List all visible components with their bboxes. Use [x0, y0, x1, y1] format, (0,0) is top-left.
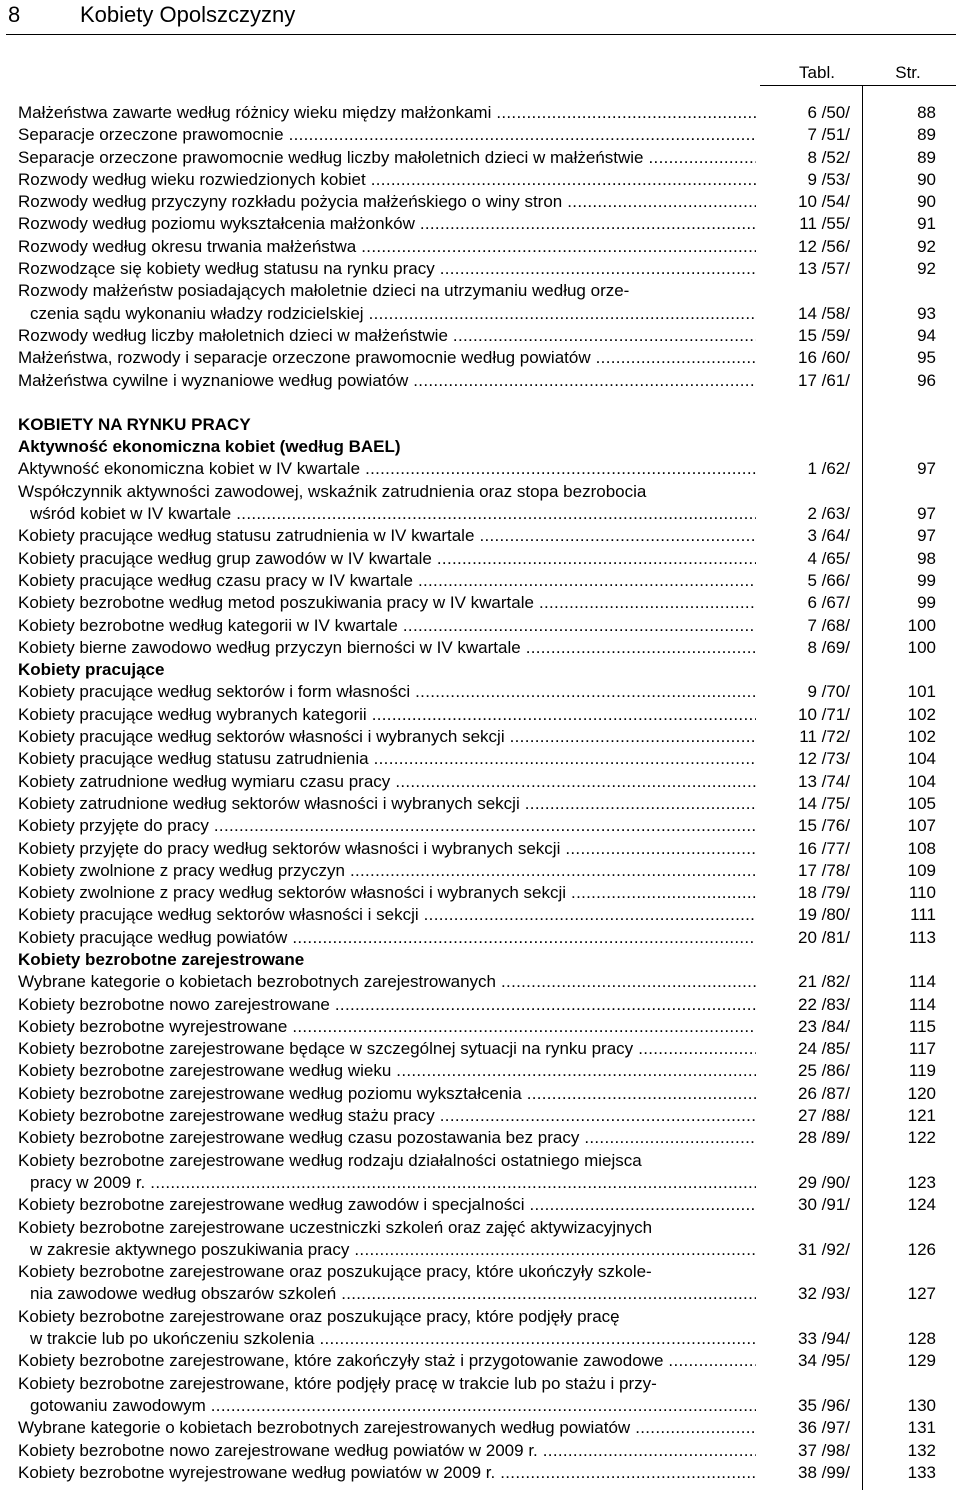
toc-entry[interactable]: [0, 1172, 960, 1194]
toc-entry-page-number: 130: [907, 1395, 936, 1415]
toc-entry-text: [18, 1440, 756, 1462]
toc-entry-table-number: 3 /64/: [807, 526, 850, 546]
toc-entry-table-number: 11 /55/: [799, 214, 850, 234]
toc-entry-table-number: 12 /73/: [798, 749, 850, 769]
toc-entry-page-number: 104: [907, 749, 936, 769]
toc-entry-leader: Kobiety pracujące według sektorów własności i wybranych sekcji .....: [18, 727, 756, 746]
toc-entry-text: [18, 1127, 756, 1149]
page-number: 8: [8, 2, 21, 27]
column-headers: [0, 62, 960, 84]
toc-entry-text: [18, 347, 756, 369]
toc-entry[interactable]: [0, 838, 960, 860]
toc-entry-page-number: 107: [907, 816, 936, 836]
toc-entry-leader: Małżeństwa zawarte według różnicy wieku między małżonkami .....: [18, 103, 756, 122]
toc-entry-text: [18, 258, 756, 280]
toc-entry-text: Kobiety bezrobotne zarejestrowane, które podjęły pracę w trakcie lub po stażu i przy-: [18, 1373, 657, 1393]
header-rule: [6, 34, 956, 35]
toc-entry-text: [18, 370, 756, 392]
toc-entry-text: [18, 1350, 756, 1372]
toc-entry-text: [18, 102, 756, 124]
toc-entry-text: [18, 1194, 756, 1216]
toc-entry-page-number: 97: [917, 459, 936, 479]
toc-entry-page-number: 102: [907, 704, 936, 724]
toc-entry[interactable]: [0, 347, 960, 369]
toc-entry[interactable]: [0, 548, 960, 570]
toc-entry-text: Kobiety bezrobotne zarejestrowane według rodzaju działalności ostatniego miejsca: [18, 1150, 642, 1170]
toc-entry[interactable]: [0, 303, 960, 325]
toc-entry-leader: Separacje orzeczone prawomocnie .....: [18, 125, 756, 144]
toc-entry-leader: Kobiety pracujące według grup zawodów w IV kwartale .....: [18, 549, 756, 568]
toc-entry-page-number: 98: [917, 548, 936, 568]
toc-entry-text: [18, 570, 756, 592]
column-header-rule: [760, 85, 956, 86]
toc-entry-table-number: 12 /56/: [798, 236, 850, 256]
toc-entry-leader: Kobiety pracujące według statusu zatrudnienia w IV kwartale .....: [18, 526, 756, 545]
section-heading: [0, 949, 960, 971]
toc-entry-text: [30, 303, 756, 325]
toc-entry-text: [18, 748, 756, 770]
toc-entry-page-number: 133: [907, 1462, 936, 1482]
toc-entry-page-number: 92: [917, 236, 936, 256]
toc-entry-table-number: 20 /81/: [798, 927, 850, 947]
section-heading: [0, 414, 960, 436]
toc-entry-text: [30, 1172, 756, 1194]
toc-entry-leader: w zakresie aktywnego poszukiwania pracy .....: [30, 1240, 756, 1259]
toc-entry-table-number: 6 /67/: [807, 593, 850, 613]
toc-entry-table-number: 15 /59/: [798, 325, 850, 345]
toc-entry-page-number: 131: [907, 1418, 936, 1438]
toc-entry-table-number: 7 /68/: [807, 615, 850, 635]
toc-entry-text: Kobiety bezrobotne zarejestrowane oraz poszukujące pracy, które ukończyły szkole-: [18, 1262, 652, 1282]
toc-entry-page-number: 91: [917, 214, 936, 234]
toc-entry-text: [18, 971, 756, 993]
toc-entry-leader: Kobiety bezrobotne według kategorii w IV kwartale .....: [18, 616, 756, 635]
toc-entry-text: [18, 771, 756, 793]
toc-entry-table-number: 38 /99/: [798, 1462, 850, 1482]
toc-entry[interactable]: [0, 1417, 960, 1439]
toc-entry-leader: Kobiety pracujące według powiatów .....: [18, 928, 756, 947]
toc-entry-leader: nia zawodowe według obszarów szkoleń .....: [30, 1284, 756, 1303]
toc-entry[interactable]: [0, 258, 960, 280]
toc-entry[interactable]: [0, 681, 960, 703]
toc-entry-first-line: [0, 1373, 960, 1395]
toc-entry-text: [18, 838, 756, 860]
toc-entry-table-number: 10 /54/: [798, 192, 850, 212]
toc-entry-leader: Separacje orzeczone prawomocnie według liczby małoletnich dzieci w małżeństwie .....: [18, 148, 756, 167]
toc-entry-text: [18, 1417, 756, 1439]
toc-entry-leader: Kobiety bezrobotne zarejestrowane według stażu pracy .....: [18, 1106, 756, 1125]
toc-entry-table-number: 4 /65/: [807, 548, 850, 568]
toc-entry-text: [18, 458, 756, 480]
toc-entry-text: [18, 1462, 756, 1484]
toc-entry-leader: Kobiety pracujące według wybranych kategorii .....: [18, 705, 756, 724]
toc-entry-page-number: 124: [907, 1195, 936, 1215]
toc-entry-table-number: 9 /70/: [807, 682, 850, 702]
toc-entry-leader: Kobiety pracujące według statusu zatrudnienia .....: [18, 749, 756, 768]
table-of-contents: [0, 102, 960, 1484]
toc-entry[interactable]: [0, 1239, 960, 1261]
toc-entry[interactable]: [0, 592, 960, 614]
toc-entry[interactable]: [0, 1127, 960, 1149]
toc-entry-leader: pracy w 2009 r. .....: [30, 1173, 756, 1192]
toc-entry[interactable]: [0, 325, 960, 347]
toc-entry-leader: Kobiety bezrobotne zarejestrowane będące w szczególnej sytuacji na rynku pracy .....: [18, 1039, 756, 1058]
toc-entry[interactable]: [0, 637, 960, 659]
toc-entry[interactable]: [0, 1350, 960, 1372]
toc-entry-leader: Rozwody według liczby małoletnich dzieci w małżeństwie .....: [18, 326, 756, 345]
toc-entry-page-number: 88: [917, 103, 936, 122]
toc-entry[interactable]: [0, 971, 960, 993]
toc-entry-text: [18, 525, 756, 547]
toc-entry-table-number: 14 /58/: [798, 303, 850, 323]
toc-entry-text: [18, 592, 756, 614]
toc-entry-leader: Kobiety pracujące według sektorów własności i sekcji .....: [18, 905, 756, 924]
toc-entry-table-number: 9 /53/: [807, 169, 850, 189]
toc-entry-text: [30, 1283, 756, 1305]
toc-entry[interactable]: [0, 236, 960, 258]
toc-entry-first-line: [0, 1217, 960, 1239]
section-heading-text: Aktywność ekonomiczna kobiet (według BAEL): [18, 437, 401, 457]
toc-entry-leader: czenia sądu wykonaniu władzy rodzicielskiej .....: [30, 304, 756, 323]
toc-entry-page-number: 102: [907, 727, 936, 747]
toc-entry-leader: Małżeństwa, rozwody i separacje orzeczone prawomocnie według powiatów .....: [18, 348, 756, 367]
toc-entry-text: [18, 704, 756, 726]
toc-entry[interactable]: [0, 570, 960, 592]
toc-entry-table-number: 17 /61/: [798, 370, 850, 390]
toc-entry-leader: Małżeństwa cywilne i wyznaniowe według powiatów .....: [18, 371, 756, 390]
toc-entry-page-number: 89: [917, 147, 936, 167]
toc-entry-leader: Wybrane kategorie o kobietach bezrobotnych zarejestrowanych .....: [18, 972, 756, 991]
toc-entry-text: [18, 1038, 756, 1060]
toc-entry[interactable]: [0, 1016, 960, 1038]
toc-entry-page-number: 108: [907, 838, 936, 858]
toc-entry-table-number: 22 /83/: [798, 994, 850, 1014]
toc-entry-table-number: 14 /75/: [798, 793, 850, 813]
toc-entry[interactable]: [0, 213, 960, 235]
toc-entry-page-number: 123: [907, 1172, 936, 1192]
toc-entry-leader: w trakcie lub po ukończeniu szkolenia .....: [30, 1329, 756, 1348]
toc-entry-leader: Kobiety zwolnione z pracy według przyczyn .....: [18, 861, 756, 880]
toc-entry-text: [30, 503, 756, 525]
toc-entry-page-number: 121: [907, 1106, 936, 1126]
toc-entry-page-number: 110: [908, 883, 936, 903]
toc-entry[interactable]: [0, 704, 960, 726]
toc-entry-table-number: 19 /80/: [798, 905, 850, 925]
toc-entry-leader: Kobiety bezrobotne według metod poszukiwania pracy w IV kwartale .....: [18, 593, 756, 612]
toc-entry-leader: Kobiety bezrobotne wyrejestrowane .....: [18, 1017, 756, 1036]
section-gap: [0, 392, 960, 414]
toc-entry-table-number: 30 /91/: [798, 1195, 850, 1215]
toc-entry-page-number: 114: [908, 972, 936, 992]
toc-entry[interactable]: [0, 748, 960, 770]
toc-entry-table-number: 8 /52/: [807, 147, 850, 167]
toc-entry-text: Kobiety bezrobotne zarejestrowane uczestniczki szkoleń oraz zajęć aktywizacyjnych: [18, 1217, 653, 1237]
toc-entry-page-number: 104: [907, 771, 936, 791]
toc-entry-text: [18, 1060, 756, 1082]
toc-entry-leader: Wybrane kategorie o kobietach bezrobotnych zarejestrowanych według powiatów .....: [18, 1418, 756, 1437]
toc-entry-table-number: 29 /90/: [798, 1172, 850, 1192]
toc-entry[interactable]: [0, 615, 960, 637]
toc-entry-text: [18, 191, 756, 213]
toc-entry-leader: Kobiety przyjęte do pracy według sektorów własności i wybranych sekcji .....: [18, 839, 756, 858]
section-heading-text: Kobiety pracujące: [18, 660, 165, 680]
toc-entry-text: [18, 815, 756, 837]
toc-entry-page-number: 97: [917, 526, 936, 546]
toc-entry-table-number: 17 /78/: [798, 860, 850, 880]
toc-entry-table-number: 13 /57/: [798, 259, 850, 279]
toc-entry-page-number: 119: [908, 1061, 936, 1081]
toc-entry-leader: Rozwody według wieku rozwiedzionych kobiet .....: [18, 170, 756, 189]
toc-entry-table-number: 31 /92/: [798, 1239, 850, 1259]
toc-entry-leader: Rozwody według okresu trwania małżeństwa .....: [18, 237, 756, 256]
toc-entry-leader: Kobiety bezrobotne zarejestrowane, które zakończyły staż i przygotowanie zawodowe .....: [18, 1351, 756, 1370]
toc-entry[interactable]: [0, 771, 960, 793]
toc-entry-page-number: 132: [907, 1440, 936, 1460]
toc-entry-page-number: 122: [907, 1128, 936, 1148]
toc-entry-leader: Kobiety pracujące według sektorów i form własności .....: [18, 682, 756, 701]
toc-entry-leader: Kobiety bezrobotne nowo zarejestrowane według powiatów w 2009 r. .....: [18, 1441, 756, 1460]
toc-entry-leader: Rozwody według przyczyny rozkładu pożycia małżeńskiego o winy stron .....: [18, 192, 756, 211]
toc-entry-text: [18, 213, 756, 235]
toc-entry[interactable]: [0, 1038, 960, 1060]
toc-entry-table-number: 25 /86/: [798, 1061, 850, 1081]
toc-entry[interactable]: [0, 1328, 960, 1350]
toc-entry-text: [18, 860, 756, 882]
toc-entry-first-line: [0, 1261, 960, 1283]
toc-entry[interactable]: [0, 525, 960, 547]
toc-entry-table-number: 10 /71/: [798, 704, 850, 724]
toc-entry-text: [18, 726, 756, 748]
toc-entry-page-number: 105: [907, 793, 936, 813]
toc-entry[interactable]: [0, 904, 960, 926]
toc-entry[interactable]: [0, 927, 960, 949]
toc-entry-page-number: 100: [907, 615, 936, 635]
toc-entry-table-number: 32 /93/: [798, 1284, 850, 1304]
toc-entry-text: [18, 325, 756, 347]
toc-entry-table-number: 28 /89/: [798, 1128, 850, 1148]
toc-entry-text: [18, 1016, 756, 1038]
toc-entry-text: Kobiety bezrobotne zarejestrowane oraz poszukujące pracy, które podjęły pracę: [18, 1306, 620, 1326]
toc-entry[interactable]: [0, 815, 960, 837]
toc-entry-page-number: 129: [907, 1351, 936, 1371]
toc-entry-page-number: 115: [908, 1016, 936, 1036]
toc-entry-table-number: 21 /82/: [798, 972, 850, 992]
toc-entry-leader: Kobiety przyjęte do pracy .....: [18, 816, 756, 835]
toc-entry-text: [18, 994, 756, 1016]
toc-entry-page-number: 96: [917, 370, 936, 390]
toc-entry-leader: Kobiety bezrobotne nowo zarejestrowane .....: [18, 995, 756, 1014]
toc-entry-page-number: 95: [917, 348, 936, 368]
toc-entry-text: Współczynnik aktywności zawodowej, wskaźnik zatrudnienia oraz stopa bezrobocia: [18, 481, 647, 501]
toc-entry-page-number: 101: [907, 682, 936, 702]
toc-entry-text: [18, 124, 756, 146]
toc-entry-text: [18, 169, 756, 191]
toc-entry-page-number: 99: [917, 570, 936, 590]
toc-entry[interactable]: [0, 147, 960, 169]
toc-entry-leader: Kobiety bezrobotne zarejestrowane według poziomu wykształcenia .....: [18, 1084, 756, 1103]
toc-entry-text: [18, 548, 756, 570]
toc-entry[interactable]: [0, 503, 960, 525]
toc-entry-leader: Kobiety bezrobotne wyrejestrowane według powiatów w 2009 r. .....: [18, 1463, 756, 1482]
toc-entry-text: [18, 147, 756, 169]
toc-entry-leader: wśród kobiet w IV kwartale .....: [30, 504, 756, 523]
toc-entry[interactable]: [0, 1083, 960, 1105]
toc-entry-table-number: 15 /76/: [798, 816, 850, 836]
column-header-str: Str.: [895, 63, 921, 82]
toc-entry-text: [18, 1105, 756, 1127]
toc-entry-text: [18, 236, 756, 258]
toc-entry-page-number: 90: [917, 169, 936, 189]
toc-entry[interactable]: [0, 1105, 960, 1127]
toc-entry-leader: Kobiety bezrobotne zarejestrowane według wieku .....: [18, 1061, 756, 1080]
toc-entry[interactable]: [0, 1440, 960, 1462]
toc-entry-leader: Kobiety pracujące według czasu pracy w IV kwartale .....: [18, 571, 756, 590]
toc-entry-table-number: 5 /66/: [807, 570, 850, 590]
toc-entry[interactable]: [0, 1462, 960, 1484]
toc-entry[interactable]: [0, 124, 960, 146]
toc-entry[interactable]: [0, 793, 960, 815]
toc-entry-text: [30, 1395, 756, 1417]
toc-entry-page-number: 113: [908, 927, 936, 947]
toc-entry-leader: Aktywność ekonomiczna kobiet w IV kwartale .....: [18, 459, 756, 478]
toc-entry-table-number: 26 /87/: [798, 1083, 850, 1103]
section-heading-text: Kobiety bezrobotne zarejestrowane: [18, 949, 305, 969]
toc-entry[interactable]: [0, 169, 960, 191]
toc-entry[interactable]: [0, 102, 960, 124]
toc-entry-table-number: 23 /84/: [798, 1016, 850, 1036]
toc-entry-leader: Kobiety zatrudnione według sektorów własności i wybranych sekcji .....: [18, 794, 756, 813]
toc-entry[interactable]: [0, 994, 960, 1016]
toc-entry-page-number: 127: [907, 1284, 936, 1304]
toc-entry-leader: Kobiety zwolnione z pracy według sektorów własności i wybranych sekcji .....: [18, 883, 756, 902]
toc-entry[interactable]: [0, 458, 960, 480]
toc-entry-page-number: 100: [907, 637, 936, 657]
toc-entry-page-number: 99: [917, 593, 936, 613]
toc-entry-page-number: 93: [917, 303, 936, 323]
toc-entry-table-number: 6 /50/: [807, 103, 850, 122]
toc-entry-table-number: 35 /96/: [798, 1395, 850, 1415]
toc-entry-table-number: 36 /97/: [798, 1418, 850, 1438]
toc-entry-table-number: 27 /88/: [798, 1106, 850, 1126]
toc-entry-text: [30, 1239, 756, 1261]
toc-entry-page-number: 120: [907, 1083, 936, 1103]
toc-entry-page-number: 90: [917, 192, 936, 212]
toc-entry-leader: Kobiety bierne zawodowo według przyczyn bierności w IV kwartale .....: [18, 638, 756, 657]
toc-entry[interactable]: [0, 1395, 960, 1417]
toc-entry-text: [18, 681, 756, 703]
toc-entry-table-number: 7 /51/: [807, 125, 850, 145]
section-heading-text: KOBIETY NA RYNKU PRACY: [18, 414, 251, 434]
toc-entry-page-number: 94: [917, 325, 936, 345]
toc-entry-page-number: 97: [917, 504, 936, 524]
toc-entry-page-number: 128: [907, 1329, 936, 1349]
toc-entry-table-number: 34 /95/: [798, 1351, 850, 1371]
toc-entry[interactable]: [0, 882, 960, 904]
toc-entry[interactable]: [0, 1194, 960, 1216]
toc-entry-leader: Rozwody według poziomu wykształcenia małżonków .....: [18, 214, 756, 233]
toc-entry[interactable]: [0, 1060, 960, 1082]
toc-entry-table-number: 33 /94/: [798, 1329, 850, 1349]
toc-entry-text: [18, 793, 756, 815]
toc-entry-text: [18, 904, 756, 926]
toc-entry-page-number: 117: [908, 1039, 936, 1059]
section-heading: [0, 436, 960, 458]
toc-entry-leader: Kobiety bezrobotne zarejestrowane według zawodów i specjalności .....: [18, 1195, 756, 1214]
toc-entry-leader: Kobiety zatrudnione według wymiaru czasu pracy .....: [18, 772, 756, 791]
toc-entry-table-number: 13 /74/: [798, 771, 850, 791]
toc-entry[interactable]: [0, 1283, 960, 1305]
toc-entry-page-number: 126: [907, 1239, 936, 1259]
page-title: Kobiety Opolszczyzny: [80, 2, 296, 27]
toc-entry[interactable]: [0, 726, 960, 748]
toc-entry-page-number: 109: [907, 860, 936, 880]
toc-entry-text: [18, 882, 756, 904]
column-header-tabl: Tabl.: [799, 63, 835, 82]
toc-entry-table-number: 8 /69/: [807, 637, 850, 657]
toc-entry-leader: Kobiety bezrobotne zarejestrowane według czasu pozostawania bez pracy .....: [18, 1128, 756, 1147]
toc-entry-table-number: 24 /85/: [798, 1039, 850, 1059]
toc-entry-page-number: 89: [917, 125, 936, 145]
toc-entry-page-number: 111: [910, 905, 936, 925]
toc-entry-page-number: 92: [917, 259, 936, 279]
toc-entry-text: [18, 927, 756, 949]
toc-entry-text: [30, 1328, 756, 1350]
toc-entry-text: [18, 1083, 756, 1105]
toc-entry[interactable]: [0, 370, 960, 392]
toc-entry-leader: gotowaniu zawodowym .....: [30, 1396, 756, 1415]
toc-entry-table-number: 16 /77/: [798, 838, 850, 858]
toc-entry[interactable]: [0, 191, 960, 213]
toc-entry-first-line: [0, 1150, 960, 1172]
page-header: [0, 0, 960, 40]
toc-entry-table-number: 18 /79/: [798, 883, 850, 903]
toc-entry-text: Rozwody małżeństw posiadających małoletnie dzieci na utrzymaniu według orze-: [18, 281, 630, 301]
toc-entry-first-line: [0, 280, 960, 302]
toc-entry-first-line: [0, 481, 960, 503]
toc-entry-table-number: 37 /98/: [798, 1440, 850, 1460]
toc-entry-table-number: 1 /62/: [807, 459, 850, 479]
toc-entry[interactable]: [0, 860, 960, 882]
toc-entry-first-line: [0, 1306, 960, 1328]
toc-entry-table-number: 11 /72/: [799, 727, 850, 747]
section-heading: [0, 659, 960, 681]
toc-entry-text: [18, 637, 756, 659]
toc-entry-text: [18, 615, 756, 637]
toc-entry-leader: Rozwodzące się kobiety według statusu na rynku pracy .....: [18, 259, 756, 278]
toc-entry-page-number: 114: [908, 994, 936, 1014]
toc-entry-table-number: 2 /63/: [807, 504, 850, 524]
toc-entry-table-number: 16 /60/: [798, 348, 850, 368]
